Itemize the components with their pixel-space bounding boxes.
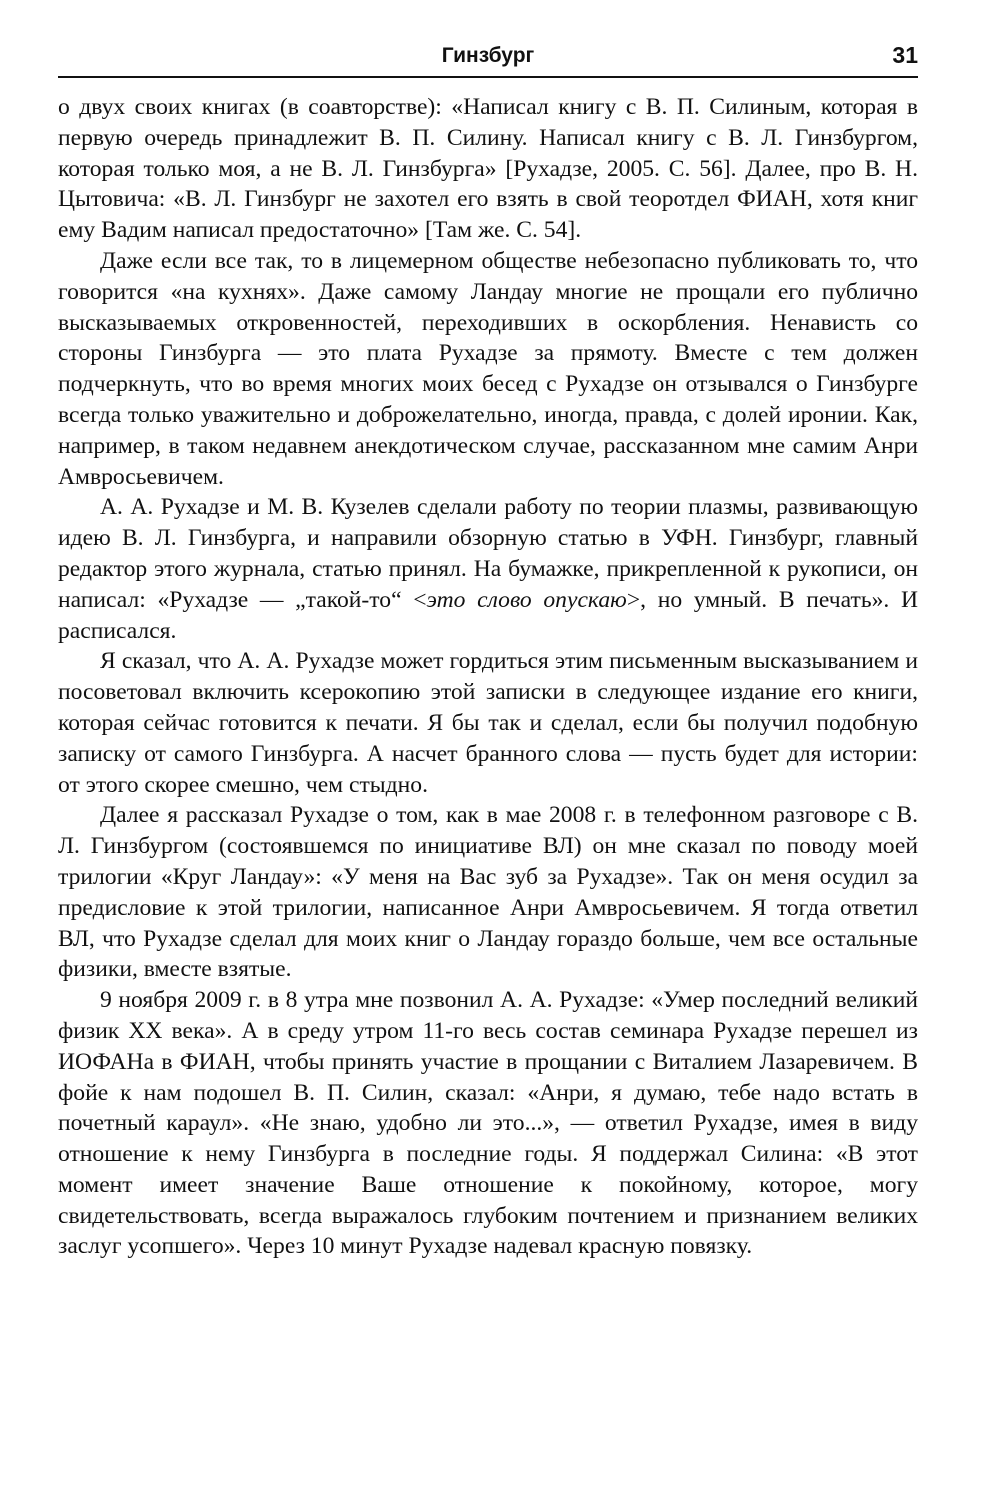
paragraph-4: Я сказал, что А. А. Рухадзе может гордиться этим письменным высказыванием и посоветовал включить ксерокопию этой записки в следующее издание его книги, которая сейчас готовится к печати. Я бы так и сделал, если бы получил подобную записку от самого Гинзбурга. А насчет бранного слова — пусть будет для истории: от этого скорее смешно, чем стыдно.	[58, 648, 918, 798]
paragraph-2: Даже если все так, то в лицемерном обществе небезопасно публиковать то, что говорится «на кухнях». Даже самому Ландау многие не прощали его публично высказываемых откровенностей, переходивших в оскорбления. Ненависть со стороны Гинзбурга — это плата Рухадзе за прямоту. Вместе с тем должен подчеркнуть, что во время многих моих бесед с Рухадзе он отзывался о Гинзбурге всегда только уважительно и доброжелательно, иногда, правда, с долей иронии. Как, например, в таком недавнем анекдотическом случае, рассказанном мне самим Анри Амвросьевичем.	[58, 247, 918, 490]
paragraph-3-part-2: >, но умный. В печать». И расписался.	[58, 586, 919, 644]
book-page	[58, 40, 918, 1262]
page-number: 31	[892, 42, 918, 68]
paragraph-1: о двух своих книгах (в соавторстве): «Написал книгу с В. П. Силиным, которая в первую очередь принадлежит В. П. Силину. Написал книгу с В. Л. Гинзбургом, которая только моя, а не В. Л. Гинзбурга» [Рухадзе, 2005. С. 56]. Далее, про В. Н. Цытовича: «В. Л. Гинзбург не захотел его взять в свой теоротдел ФИАН, хотя книг ему Вадим написал предостаточно» [Там же. С. 54].	[58, 94, 918, 244]
running-title: Гинзбург	[441, 44, 535, 67]
paragraph-3-part-1: А. А. Рухадзе и М. В. Кузелев сделали работу по теории плазмы, развивающую идею В. Л. Гинзбурга, и направили обзорную статью в УФН. Гинзбург, главный редактор этого журнала, статью принял. На бумажке, прикрепленной к рукописи, он написал: «Рухадзе — „такой-то“ <	[58, 494, 918, 613]
paragraph-3-italic-remark: это слово опускаю	[426, 586, 627, 613]
paragraph-6: 9 ноября 2009 г. в 8 утра мне позвонил А. А. Рухадзе: «Умер последний великий физик XX века». А в среду утром 11-го весь состав семинара Рухадзе перешел из ИОФАНа в ФИАН, чтобы принять участие в прощании с Виталием Лазаревичем. В фойе к нам подошел В. П. Силин, сказал: «Анри, я думаю, тебе надо встать в почетный караул». «Не знаю, удобно ли это...», — ответил Рухадзе, имея в виду отношение к нему Гинзбурга в последние годы. Я поддержал Силина: «В этот момент имеет значение Ваше отношение к покойному, которое, могу свидетельствовать, всегда выражалось глубоким почтением и признанием великих заслуг усопшего». Через 10 минут Рухадзе надевал красную повязку.	[58, 987, 918, 1260]
paragraph-5: Далее я рассказал Рухадзе о том, как в мае 2008 г. в телефонном разговоре с В. Л. Гинзбургом (состоявшемся по инициативе ВЛ) он мне сказал по поводу моей трилогии «Круг Ландау»: «У меня на Вас зуб за Рухадзе». Так он меня осудил за предисловие к этой трилогии, написанное Анри Амвросьевичем. Я тогда ответил ВЛ, что Рухадзе сделал для моих книг о Ландау гораздо больше, чем все остальные физики, вместе взятые.	[58, 802, 918, 983]
running-header	[58, 40, 918, 78]
body-text	[58, 92, 918, 1262]
paragraph-3	[58, 492, 918, 646]
